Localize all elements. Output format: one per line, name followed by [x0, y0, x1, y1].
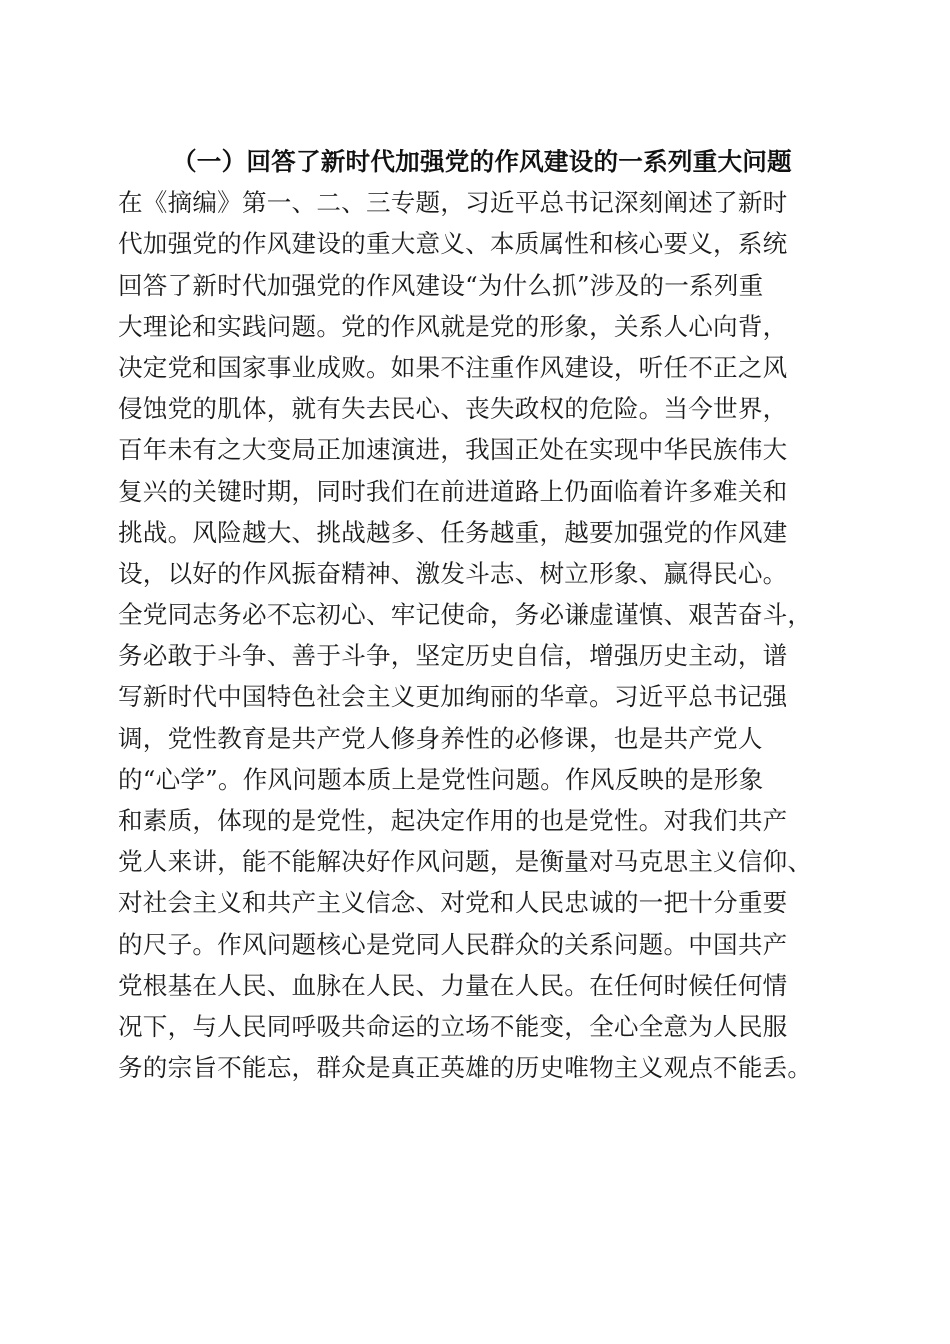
body-line: 务必敢于斗争、善于斗争，坚定历史自信，增强历史主动，谱 [118, 641, 788, 671]
body-line: 对社会主义和共产主义信念、对党和人民忠诚的一把十分重要 [118, 888, 788, 918]
body-line: 况下，与人民同呼吸共命运的立场不能变，全心全意为人民服 [118, 1011, 788, 1041]
section-heading: （一）回答了新时代加强党的作风建设的一系列重大问题 [172, 147, 792, 176]
body-line: 写新时代中国特色社会主义更加绚丽的华章。习近平总书记强 [118, 682, 788, 712]
body-line: 和素质，体现的是党性，起决定作用的也是党性。对我们共产 [118, 806, 788, 835]
body-line: 设，以好的作风振奋精神、激发斗志、树立形象、赢得民心。 [118, 558, 788, 588]
body-line: 侵蚀党的肌体，就有失去民心、丧失政权的危险。当今世界， [118, 394, 788, 424]
body-line: 回答了新时代加强党的作风建设“为什么抓”涉及的一系列重 [118, 270, 764, 300]
body-line: 的“心学”。作风问题本质上是党性问题。作风反映的是形象 [118, 764, 764, 794]
body-line: 在《摘编》第一、二、三专题，习近平总书记深刻阐述了新时 [118, 188, 788, 218]
body-line: 代加强党的作风建设的重大意义、本质属性和核心要义，系统 [118, 229, 788, 259]
body-line: 务的宗旨不能忘，群众是真正英雄的历史唯物主义观点不能丢。 [118, 1053, 813, 1083]
body-line: 党根基在人民、血脉在人民、力量在人民。在任何时候任何情 [118, 970, 788, 1000]
body-line: 全党同志务必不忘初心、牢记使命，务必谦虚谨慎、艰苦奋斗， [118, 600, 813, 630]
body-line: 调，党性教育是共产党人修身养性的必修课，也是共产党人 [118, 723, 763, 753]
body-text-block [118, 141, 838, 1088]
body-line: 挑战。风险越大、挑战越多、任务越重，越要加强党的作风建 [118, 517, 788, 547]
body-line: 大理论和实践问题。党的作风就是党的形象，关系人心向背， [118, 311, 788, 341]
body-line: 决定党和国家事业成败。如果不注重作风建设，听任不正之风 [118, 352, 788, 382]
body-line: 百年未有之大变局正加速演进，我国正处在实现中华民族伟大 [118, 435, 788, 465]
body-line: 党人来讲，能不能解决好作风问题，是衡量对马克思主义信仰、 [118, 847, 813, 877]
body-line: 复兴的关键时期，同时我们在前进道路上仍面临着许多难关和 [118, 476, 788, 506]
body-line: 的尺子。作风问题核心是党同人民群众的关系问题。中国共产 [118, 929, 788, 959]
